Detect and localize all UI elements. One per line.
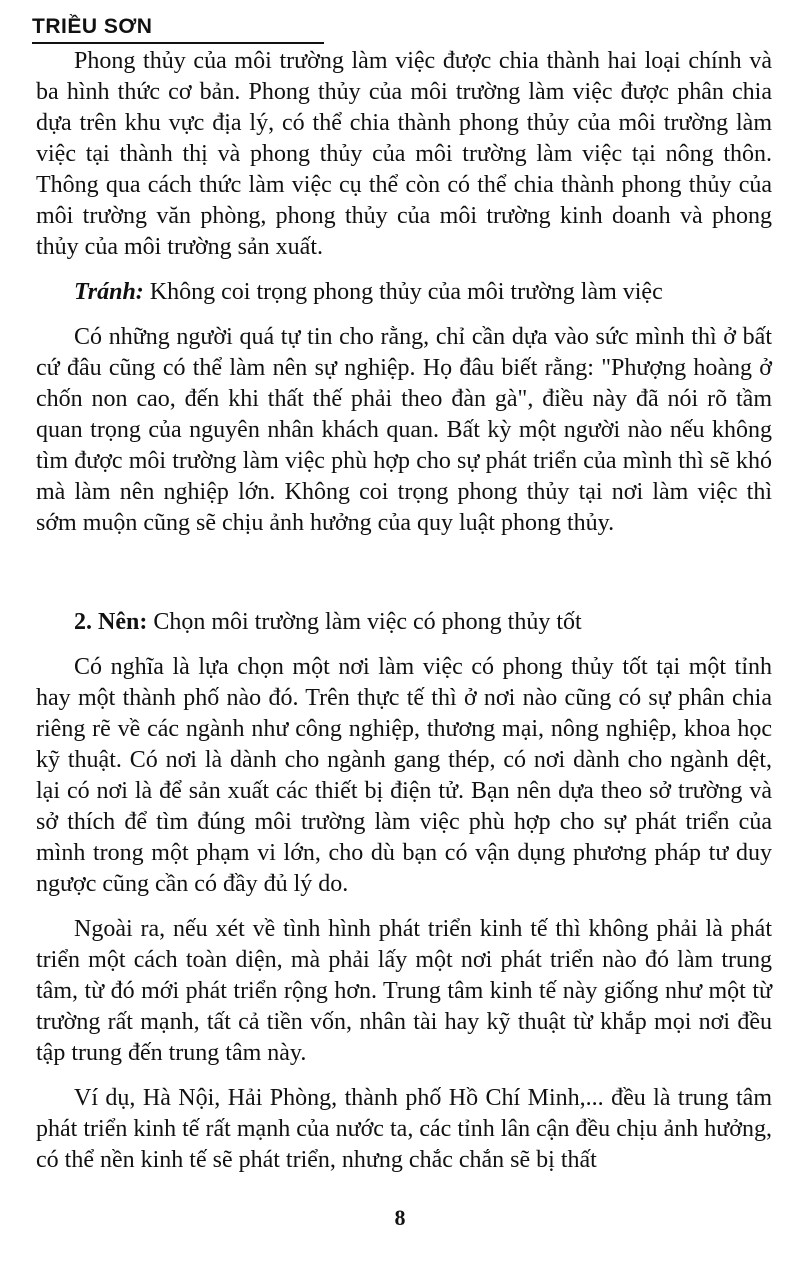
header-rule: [32, 42, 324, 44]
heading-avoid-text: Không coi trọng phong thủy của môi trường làm việc: [143, 279, 663, 305]
heading-should-lead: 2. Nên:: [74, 609, 148, 635]
paragraph-example: Ví dụ, Hà Nội, Hải Phòng, thành phố Hồ Chí Minh,... đều là trung tâm phát triển kinh tế rất mạnh của nước ta, các tỉnh lân cận đều chịu ảnh hưởng, có thể nền kinh tế sẽ phát triển, nhưng chắc chắn sẽ bị thất: [36, 1085, 772, 1173]
paragraph-intro: Phong thủy của môi trường làm việc được chia thành hai loại chính và ba hình thức cơ bản. Phong thủy của môi trường làm việc được phân chia dựa trên khu vực địa lý, có thể chia thành phong thủy của môi trường làm việc tại thành thị và phong thủy của môi trường làm việc tại nông thôn. Thông qua cách thức làm việc cụ thể còn có thể chia thành phong thủy của môi trường văn phòng, phong thủy của môi trường kinh doanh và phong thủy của môi trường sản xuất.: [36, 48, 772, 260]
heading-avoid-lead: Tránh:: [74, 279, 144, 305]
page-number: 8: [394, 1205, 406, 1230]
heading-should: [36, 607, 772, 638]
paragraph-choice: Có nghĩa là lựa chọn một nơi làm việc có phong thủy tốt tại một tỉnh hay một thành phố nào đó. Trên thực tế thì ở nơi nào cũng có sự phân chia riêng rẽ về các ngành như công nghiệp, thương mại, nông nghiệp, khoa học kỹ thuật. Có nơi là dành cho ngành gang thép, có nơi dành cho ngành dệt, lại có nơi là để sản xuất các thiết bị điện tử. Bạn nên dựa theo sở trường và sở thích để tìm đúng môi trường làm việc phù hợp cho sự phát triển của mình trong một phạm vi lớn, cho dù bạn có vận dụng phương pháp tư duy ngược cũng cần có đầy đủ lý do.: [36, 654, 772, 897]
heading-avoid: [36, 277, 772, 308]
paragraph-avoid-body: Có những người quá tự tin cho rằng, chỉ cần dựa vào sức mình thì ở bất cứ đâu cũng có thể làm nên sự nghiệp. Họ đâu biết rằng: "Phượng hoàng ở chốn non cao, đến khi thất thế phải theo đàn gà", điều này đã nói rõ tầm quan trọng của nguyên nhân khách quan. Bất kỳ một người nào nếu không tìm được môi trường làm việc phù hợp cho sự phát triển của mình thì sẽ khó mà làm nên nghiệp lớn. Không coi trọng phong thủy tại nơi làm việc thì sớm muộn cũng sẽ chịu ảnh hưởng của quy luật phong thủy.: [36, 324, 772, 536]
running-header: TRIỀU SƠN: [32, 15, 153, 38]
paragraph-economy: Ngoài ra, nếu xét về tình hình phát triển kinh tế thì không phải là phát triển một cách toàn diện, mà phải lấy một nơi phát triển nào đó làm trung tâm, từ đó mới phát triển rộng hơn. Trung tâm kinh tế này giống như một từ trường rất mạnh, tất cả tiền vốn, nhân tài hay kỹ thuật từ khắp mọi nơi đều tập trung đến trung tâm này.: [36, 916, 772, 1066]
body-text: [36, 46, 772, 1176]
heading-should-text: Chọn môi trường làm việc có phong thủy tốt: [147, 609, 582, 635]
